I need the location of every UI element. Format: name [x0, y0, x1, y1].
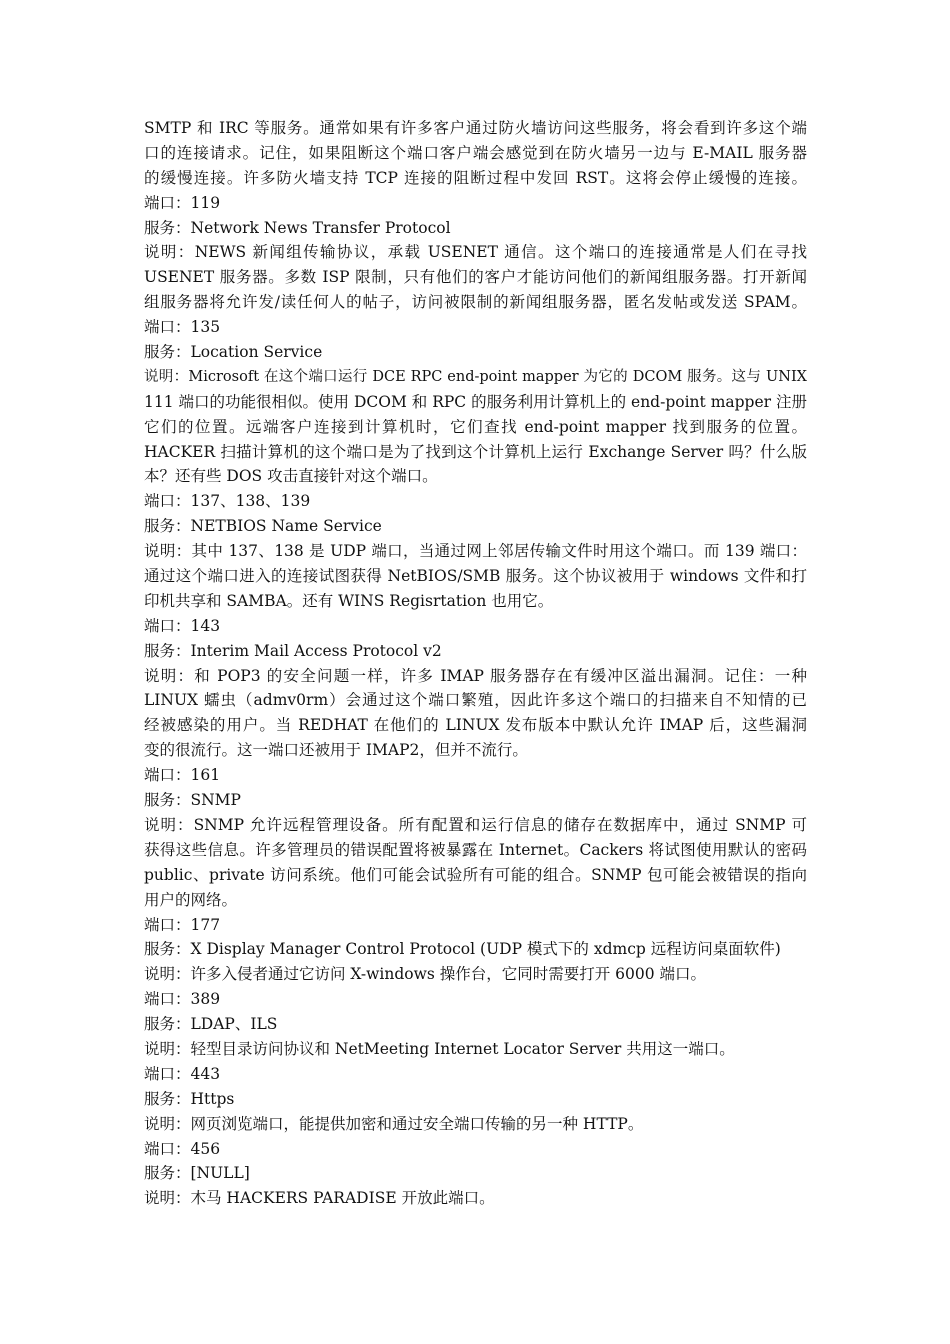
text-line: 端口：443	[144, 1064, 221, 1083]
text-line: public、private 访问系统。他们可能会试验所有可能的组合。SNMP 包可能会被错误的指向	[144, 865, 807, 884]
text-line: 本？还有些 DOS 攻击直接针对这个端口。	[144, 467, 438, 486]
text-line: 端口：119	[144, 193, 221, 212]
text-line: 说明：网页浏览端口，能提供加密和通过安全端口传输的另一种 HTTP。	[144, 1114, 644, 1133]
text-line: 服务：NETBIOS Name Service	[144, 517, 382, 536]
text-line: 说明：和 POP3 的安全问题一样，许多 IMAP 服务器存在有缓冲区溢出漏洞。记住：一种	[144, 666, 807, 685]
text-line: 说明：轻型目录访问协议和 NetMeeting Internet Locator Server 共用这一端口。	[144, 1039, 735, 1058]
text-line: 服务：SNMP	[144, 791, 241, 810]
text-line: 端口：161	[144, 766, 221, 785]
text-line: 端口：389	[144, 990, 221, 1009]
text-line: 获得这些信息。许多管理员的错误配置将被暴露在 Internet。Cackers 将试图使用默认的密码	[144, 840, 807, 859]
text-line: 说明：许多入侵者通过它访问 X-windows 操作台，它同时需要打开 6000 端口。	[144, 965, 707, 984]
text-line: 说明：木马 HACKERS PARADISE 开放此端口。	[144, 1189, 495, 1208]
text-line: 服务：[NULL]	[144, 1164, 250, 1183]
text-line: 的缓慢连接。许多防火墙支持 TCP 连接的阻断过程中发回 RST。这将会停止缓慢的连接。	[144, 168, 807, 187]
text-line: 服务：Location Service	[144, 343, 323, 362]
text-line: 端口：137、138、139	[144, 492, 311, 511]
text-line: 通过这个端口进入的连接试图获得 NetBIOS/SMB 服务。这个协议被用于 windows 文件和打	[144, 567, 807, 586]
text-line: 它们的位置。远端客户连接到计算机时，它们查找 end-point mapper 找到服务的位置。	[144, 417, 807, 436]
document-body	[144, 116, 807, 1211]
text-line: 变的很流行。这一端口还被用于 IMAP2，但并不流行。	[144, 741, 528, 760]
text-line: 印机共享和 SAMBA。还有 WINS Regisrtation 也用它。	[144, 591, 554, 610]
text-line: 端口：143	[144, 616, 221, 635]
text-line: 说明：SNMP 允许远程管理设备。所有配置和运行信息的储存在数据库中，通过 SNMP 可	[144, 815, 807, 834]
text-line: 111 端口的功能很相似。使用 DCOM 和 RPC 的服务利用计算机上的 end-point mapper 注册	[144, 392, 807, 411]
text-line: 组服务器将允许发/读任何人的帖子，访问被限制的新闻组服务器，匿名发帖或发送 SPAM。	[144, 293, 807, 312]
text-line: 端口：135	[144, 318, 221, 337]
text-line: 说明：其中 137、138 是 UDP 端口，当通过网上邻居传输文件时用这个端口。而 139 端口：	[144, 542, 807, 561]
text-line: USENET 服务器。多数 ISP 限制，只有他们的客户才能访问他们的新闻组服务器。打开新闻	[144, 268, 807, 287]
text-line: 服务：Https	[144, 1089, 235, 1108]
text-line: 服务：X Display Manager Control Protocol (UDP 模式下的 xdmcp 远程访问桌面软件)	[144, 940, 781, 959]
text-line: 经被感染的用户。当 REDHAT 在他们的 LINUX 发布版本中默认允许 IMAP 后，这些漏洞	[144, 716, 807, 735]
text-line: 服务：Network News Transfer Protocol	[144, 218, 451, 237]
text-line: SMTP 和 IRC 等服务。通常如果有许多客户通过防火墙访问这些服务，将会看到许多这个端	[144, 119, 807, 137]
text-line: 服务：Interim Mail Access Protocol v2	[144, 641, 442, 660]
text-line: LINUX 蠕虫（admv0rm）会通过这个端口繁殖，因此许多这个端口的扫描来自不知情的已	[144, 691, 807, 710]
text-line: 端口：177	[144, 915, 221, 934]
text-line: 用户的网络。	[144, 890, 238, 909]
text-line: 口的连接请求。记住，如果阻断这个端口客户端会感觉到在防火墙另一边与 E-MAIL 服务器	[144, 143, 807, 162]
text-line: 端口：456	[144, 1139, 221, 1158]
text-line: HACKER 扫描计算机的这个端口是为了找到这个计算机上运行 Exchange Server 吗？什么版	[144, 442, 807, 461]
text-line: 说明：NEWS 新闻组传输协议，承载 USENET 通信。这个端口的连接通常是人们在寻找	[144, 243, 807, 262]
text-line: 说明：Microsoft 在这个端口运行 DCE RPC end-point mapper 为它的 DCOM 服务。这与 UNIX	[144, 368, 807, 385]
text-line: 服务：LDAP、ILS	[144, 1015, 278, 1034]
